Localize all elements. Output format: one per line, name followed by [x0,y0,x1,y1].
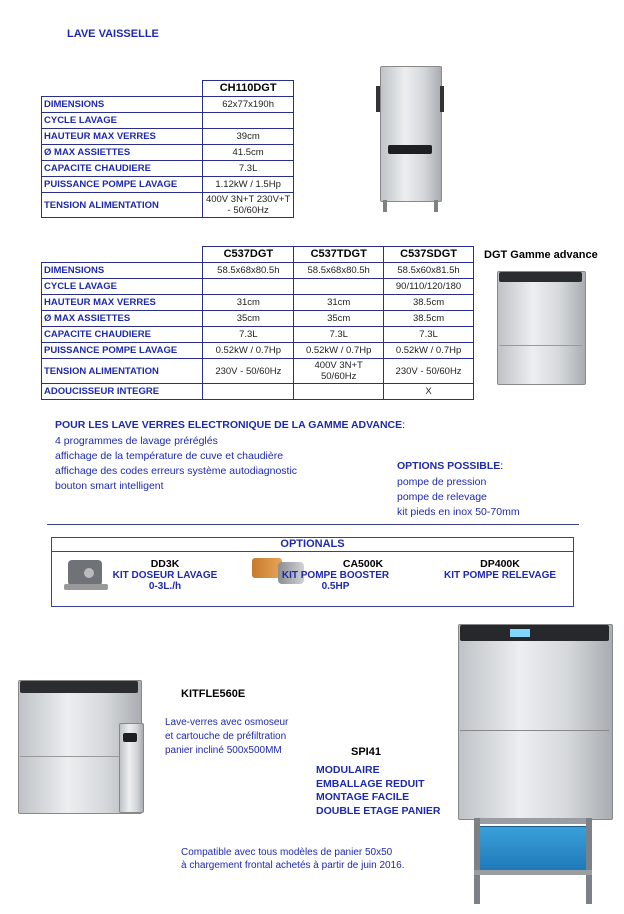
spec-label: DIMENSIONS [42,97,203,113]
list-item: affichage des codes erreurs système autodiagnostic [55,465,298,477]
dgt-caption: DGT Gamme advance [484,249,598,261]
spec-row [42,359,474,384]
spi41-compatibility [181,846,404,872]
spec-value: 39cm [203,129,294,145]
spec-label: CAPACITE CHAUDIERE [42,327,203,343]
divider [47,524,579,525]
model-header: C537SDGT [384,247,474,263]
spec-label: CYCLE LAVAGE [42,279,203,295]
spec-value: 1.12kW / 1.5Hp [203,177,294,193]
list-item: EMBALLAGE REDUIT [316,777,425,790]
spec-value [294,279,384,295]
spi41-features [316,764,440,818]
spec-row [42,113,294,129]
spec-label: PUISSANCE POMPE LAVAGE [42,343,203,359]
spec-value: 38.5cm [384,295,474,311]
list-item: à chargement frontal achetés à partir de juin 2016. [181,860,405,871]
optional-name: KIT POMPE BOOSTER [281,570,390,581]
list-item: MODULAIRE [316,764,380,776]
options-possible-colon: : [500,460,504,472]
spec-value [203,279,294,295]
spec-value: 62x77x190h [203,97,294,113]
list-item: MONTAGE FACILE [316,791,410,803]
spec-value: 230V - 50/60Hz [384,359,474,384]
advance-heading: POUR LES LAVE VERRES ELECTRONIQUE DE LA GAMME ADVANCE [55,419,403,431]
model-header: C537TDGT [294,247,384,263]
spec-label: Ø MAX ASSIETTES [42,145,203,161]
spec-row [42,129,294,145]
list-item: pompe de relevage [397,491,487,503]
model-header: C537DGT [203,247,294,263]
spec-label: TENSION ALIMENTATION [42,359,203,384]
spec-value [203,113,294,129]
spec-value: 41.5cm [203,145,294,161]
spec-value: 7.3L [294,327,384,343]
list-item: panier incliné 500x500MM [165,745,282,756]
spec-row [42,279,474,295]
model-header: CH110DGT [203,81,294,97]
kitfle-description [165,716,288,758]
spec-row [42,161,294,177]
list-item: Lave-verres avec osmoseur [165,717,289,728]
spec-label: HAUTEUR MAX VERRES [42,295,203,311]
list-item: bouton smart intelligent [55,480,164,492]
list-item: DOUBLE ETAGE PANIER [316,804,441,817]
options-possible-list [397,475,520,520]
spec-value: 31cm [203,295,294,311]
optional-code: DD3K [150,558,180,570]
optionals-heading: OPTIONALS [52,538,573,552]
spec-label: CYCLE LAVAGE [42,113,203,129]
page-title: LAVE VAISSELLE [67,28,159,40]
spec-value: 38.5cm [384,311,474,327]
spec-row [42,311,474,327]
spec-value: 90/110/120/180 [384,279,474,295]
spec-row [42,97,294,113]
optional-detail: 0.5HP [321,581,350,592]
spec-row [42,327,474,343]
spec-label: ADOUCISSEUR INTEGRE [42,384,203,400]
spec-row [42,384,474,400]
spec-value [203,384,294,400]
spec-row [42,177,294,193]
spec-value: 58.5x68x80.5h [294,263,384,279]
spec-table-ch110dgt [41,80,294,218]
spec-row [42,145,294,161]
spec-row [42,263,474,279]
spec-value: 7.3L [203,161,294,177]
spec-value: 58.5x68x80.5h [203,263,294,279]
spec-row [42,295,474,311]
spi41-code: SPI41 [351,746,381,758]
spec-value: X [384,384,474,400]
optional-name: KIT POMPE RELEVAGE [443,570,557,581]
spec-value: 0.52kW / 0.7Hp [294,343,384,359]
list-item: et cartouche de préfiltration [165,731,287,742]
spec-value: 230V - 50/60Hz [203,359,294,384]
spec-value: 400V 3N+T 50/60Hz [294,359,384,384]
spec-row [42,343,474,359]
list-item: kit pieds en inox 50-70mm [397,506,520,518]
advance-features [55,434,297,494]
optional-detail: 0-3L./h [148,581,182,592]
kitfle-code: KITFLE560E [181,688,246,700]
spec-row [42,193,294,218]
spec-label: CAPACITE CHAUDIERE [42,161,203,177]
spec-label: DIMENSIONS [42,263,203,279]
spec-value: 31cm [294,295,384,311]
optional-name: KIT DOSEUR LAVAGE [112,570,218,581]
spec-label: TENSION ALIMENTATION [42,193,203,218]
spec-value: 35cm [203,311,294,327]
list-item: 4 programmes de lavage préréglés [55,435,218,447]
advance-colon: : [402,419,406,431]
list-item: pompe de pression [397,476,487,488]
spec-table-c537 [41,246,474,400]
spec-value: 58.5x60x81.5h [384,263,474,279]
spec-label: PUISSANCE POMPE LAVAGE [42,177,203,193]
optional-code: CA500K [342,558,384,570]
spec-value: 0.52kW / 0.7Hp [384,343,474,359]
spec-label: Ø MAX ASSIETTES [42,311,203,327]
spec-value: 400V 3N+T 230V+T - 50/60Hz [203,193,294,218]
optional-code: DP400K [480,558,520,570]
list-item: Compatible avec tous modèles de panier 50x50 [181,847,393,858]
spec-value: 0.52kW / 0.7Hp [203,343,294,359]
spec-value: 35cm [294,311,384,327]
list-item: affichage de la température de cuve et chaudière [55,450,284,462]
options-possible-heading: OPTIONS POSSIBLE [397,460,501,472]
spec-value: 7.3L [384,327,474,343]
spec-value [294,384,384,400]
spec-label: HAUTEUR MAX VERRES [42,129,203,145]
spec-value: 7.3L [203,327,294,343]
